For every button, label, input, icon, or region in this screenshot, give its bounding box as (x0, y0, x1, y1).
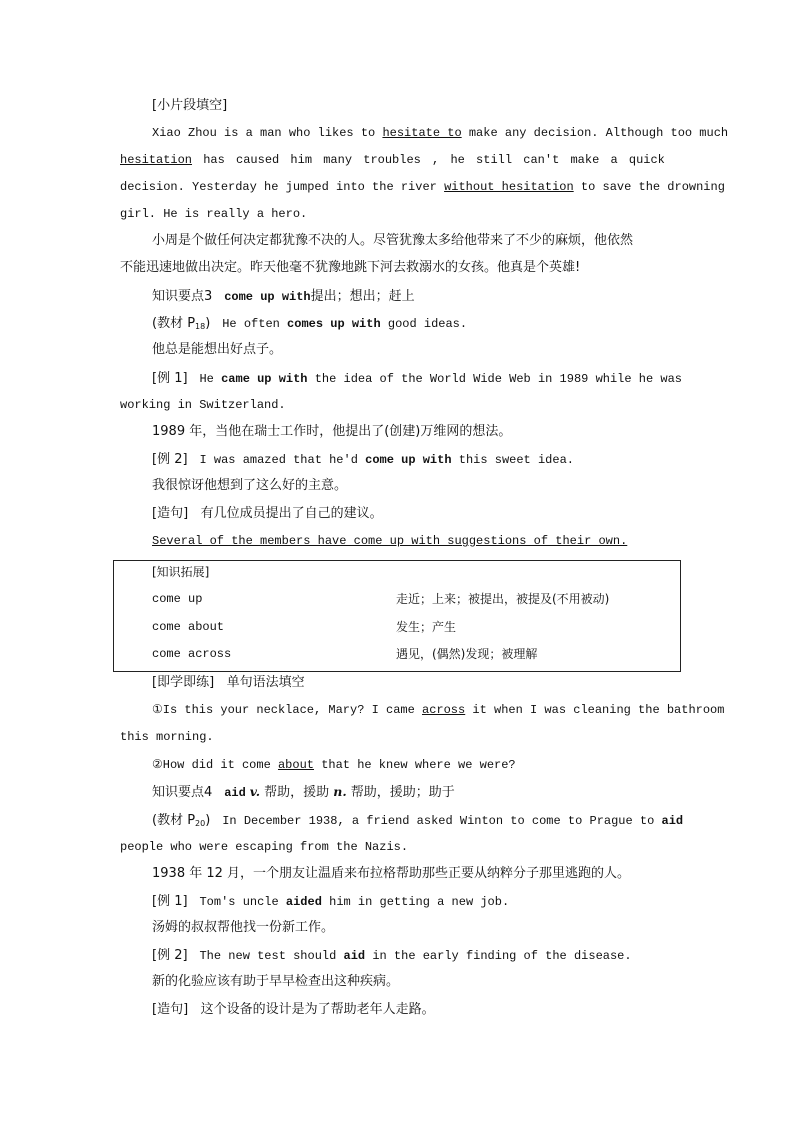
passage-line-1: Xiao Zhou is a man who likes to hesitate to make any decision. Although too much (152, 126, 729, 140)
translation-line-1: 小周是个做任何决定都犹豫不决的人。尽管犹豫太多给他带来了不少的麻烦，他依然 (152, 233, 634, 248)
example-1-point-3-translation: 1989 年，当他在瑞士工作时，他提出了(创建)万维网的想法。 (152, 424, 512, 439)
example-1-point-4: [例 1] Tom's uncle aided him in getting a new job. (152, 894, 510, 909)
translation-line-2: 不能迅速地做出决定。昨天他毫不犹豫地跳下河去救溺水的女孩。他真是个英雄! (120, 260, 581, 275)
passage-line-4: girl. He is really a hero. (120, 207, 308, 221)
expansion-phrase: come about (152, 620, 225, 634)
make-sentence-point-4: [造句] 这个设备的设计是为了帮助老年人走路。 (152, 1002, 435, 1017)
example-2-point-4: [例 2] The new test should aid in the early finding of the disease. (152, 948, 632, 963)
knowledge-point-3: 知识要点3 come up with提出；想出；赶上 (152, 289, 415, 304)
practice-question-1: ①Is this your necklace, Mary? I came across it when I was cleaning the bathroom (152, 703, 725, 717)
make-sentence-answer-3: Several of the members have come up with suggestions of their own. (152, 534, 628, 548)
example-1-point-3: [例 1] He came up with the idea of the World Wide Web in 1989 while he was (152, 371, 682, 386)
example-2-point-3: [例 2] I was amazed that he'd come up with this sweet idea. (152, 452, 574, 467)
make-sentence-point-3: [造句] 有几位成员提出了自己的建议。 (152, 506, 383, 521)
practice-question-1-line-2: this morning. (120, 730, 214, 744)
passage-line-3: decision. Yesterday he jumped into the river without hesitation to save the drowning (120, 180, 725, 194)
textbook-example-4-line-2: people who were escaping from the Nazis. (120, 840, 409, 854)
expansion-meaning: 走近；上来；被提出，被提及(不用被动) (396, 592, 610, 606)
section-heading: [小片段填空] (152, 98, 228, 113)
expansion-phrase: come across (152, 647, 232, 661)
textbook-example-4: (教材 $P_{20}$) In December 1938, a friend asked Winton to come to Prague to aid (152, 813, 684, 828)
textbook-translation-3: 他总是能想出好点子。 (152, 342, 283, 357)
expansion-heading: [知识拓展] (152, 565, 210, 579)
expansion-meaning: 遇见，(偶然)发现；被理解 (396, 647, 538, 661)
answer-blank: across (422, 703, 466, 717)
example-1-point-3-line-2: working in Switzerland. (120, 398, 286, 412)
expansion-meaning: 发生；产生 (396, 620, 457, 634)
example-2-point-3-translation: 我很惊讶他想到了这么好的主意。 (152, 478, 348, 493)
textbook-example-3: (教材 $P_{18}$) He often comes up with good ideas. (152, 316, 468, 331)
textbook-translation-4: 1938 年 12 月，一个朋友让温盾来布拉格帮助那些正要从纳粹分子那里逃跑的人。 (152, 866, 631, 881)
example-2-point-4-translation: 新的化验应该有助于早早检查出这种疾病。 (152, 974, 400, 989)
practice-heading: [即学即练] 单句语法填空 (152, 675, 305, 690)
practice-question-2: ②How did it come about that he knew where we were? (152, 758, 516, 772)
example-1-point-4-translation: 汤姆的叔叔帮他找一份新工作。 (152, 920, 335, 935)
knowledge-point-4: 知识要点4 aid v. 帮助，援助 n. 帮助，援助；助于 (152, 784, 455, 800)
passage-line-2: hesitation has caused him many troubles , he still can't make a quick (120, 153, 665, 167)
expansion-phrase: come up (152, 592, 203, 606)
answer-blank: about (277, 758, 314, 772)
knowledge-expansion-box (113, 560, 681, 672)
